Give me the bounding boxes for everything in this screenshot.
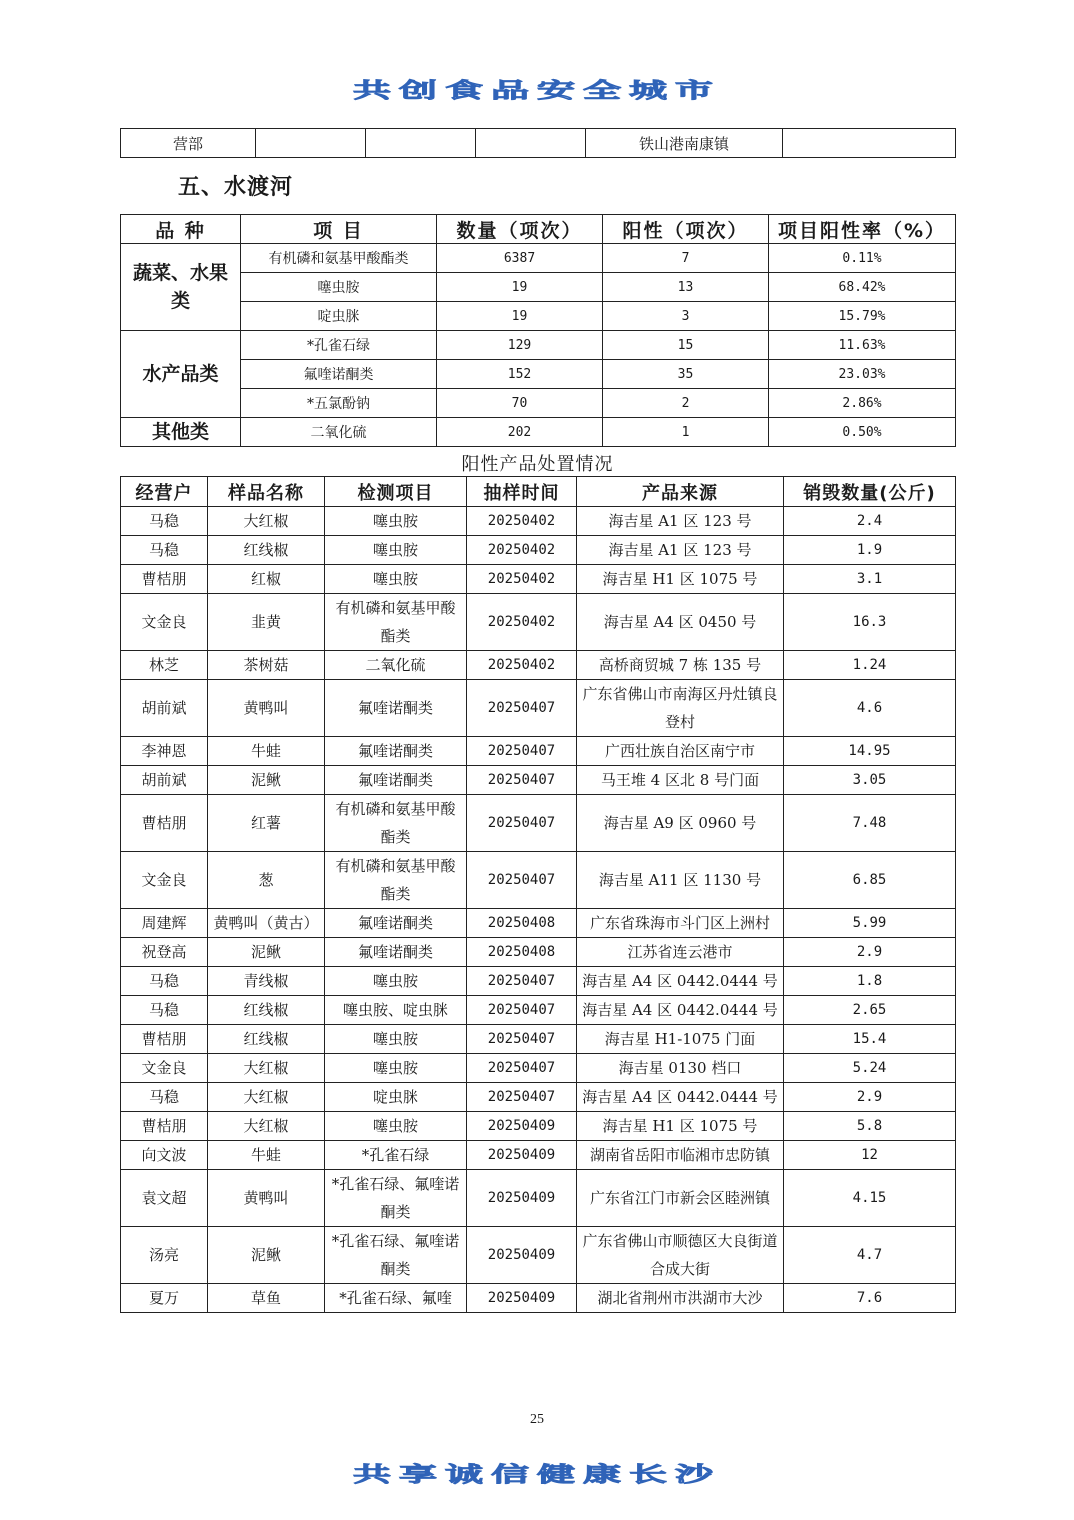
table-row bbox=[121, 360, 956, 389]
column-header: 品 种 bbox=[121, 215, 241, 244]
table-cell: 黄鸭叫 bbox=[208, 680, 325, 737]
table-cell: 曹桔朋 bbox=[121, 565, 208, 594]
table-cell: 红椒 bbox=[208, 565, 325, 594]
table-row bbox=[121, 536, 956, 565]
table-cell: 海吉星 A4 区 0442.0444 号 bbox=[577, 996, 784, 1025]
table-cell: 海吉星 A4 区 0450 号 bbox=[577, 594, 784, 651]
table-cell: 泥鳅 bbox=[208, 938, 325, 967]
table-cell: 汤亮 bbox=[121, 1227, 208, 1284]
table-cell-item: 氟喹诺酮类 bbox=[241, 360, 437, 389]
table-row bbox=[121, 565, 956, 594]
table-cell: 20250402 bbox=[467, 565, 577, 594]
column-header: 抽样时间 bbox=[467, 477, 577, 507]
table-cell: 铁山港南康镇 bbox=[586, 129, 783, 158]
table-cell: 营部 bbox=[121, 129, 256, 158]
column-header: 项目阳性率（%） bbox=[769, 215, 956, 244]
table-cell: 周建辉 bbox=[121, 909, 208, 938]
table-cell: 20250409 bbox=[467, 1170, 577, 1227]
table-cell: *孔雀石绿、氟喹诺酮类 bbox=[325, 1170, 467, 1227]
table-header-row bbox=[121, 215, 956, 244]
table-cell: *孔雀石绿、氟喹 bbox=[325, 1284, 467, 1313]
category-cell: 其他类 bbox=[121, 418, 241, 447]
table-row bbox=[121, 507, 956, 536]
table-cell-rate: 23.03% bbox=[769, 360, 956, 389]
table-row bbox=[121, 1083, 956, 1112]
header-banner: 共创食品安全城市 bbox=[352, 78, 721, 103]
continued-table bbox=[120, 128, 956, 158]
table-cell-positive: 13 bbox=[603, 273, 769, 302]
table-cell: 噻虫胺 bbox=[325, 507, 467, 536]
table-cell-count: 19 bbox=[437, 273, 603, 302]
table-cell: 马王堆 4 区北 8 号门面 bbox=[577, 766, 784, 795]
table-cell: 5.8 bbox=[784, 1112, 956, 1141]
table-cell: 20250407 bbox=[467, 996, 577, 1025]
table-cell: 氟喹诺酮类 bbox=[325, 938, 467, 967]
table-cell: 20250407 bbox=[467, 1054, 577, 1083]
table-row bbox=[121, 737, 956, 766]
table-cell: 高桥商贸城 7 栋 135 号 bbox=[577, 651, 784, 680]
table-row bbox=[121, 651, 956, 680]
table-cell: 牛蛙 bbox=[208, 1141, 325, 1170]
table-cell: 文金良 bbox=[121, 1054, 208, 1083]
table-cell: 韭黄 bbox=[208, 594, 325, 651]
table-row bbox=[121, 852, 956, 909]
table-row bbox=[121, 938, 956, 967]
table-header-row bbox=[121, 477, 956, 507]
table-cell: 曹桔朋 bbox=[121, 1025, 208, 1054]
table-cell: 曹桔朋 bbox=[121, 1112, 208, 1141]
table-cell: 5.24 bbox=[784, 1054, 956, 1083]
table-cell-positive: 2 bbox=[603, 389, 769, 418]
table-cell: 海吉星 H1-1075 门面 bbox=[577, 1025, 784, 1054]
table-cell: 海吉星 A1 区 123 号 bbox=[577, 536, 784, 565]
table-cell: 20250407 bbox=[467, 766, 577, 795]
table-cell-item: *孔雀石绿 bbox=[241, 331, 437, 360]
table-cell: 噻虫胺 bbox=[325, 967, 467, 996]
table-cell: 20250407 bbox=[467, 680, 577, 737]
table-cell: 胡前斌 bbox=[121, 766, 208, 795]
table-cell-positive: 7 bbox=[603, 244, 769, 273]
table-cell: 2.65 bbox=[784, 996, 956, 1025]
table-cell: 20250402 bbox=[467, 651, 577, 680]
column-header: 项 目 bbox=[241, 215, 437, 244]
table-cell: 氟喹诺酮类 bbox=[325, 680, 467, 737]
table-cell: 7.48 bbox=[784, 795, 956, 852]
disposal-table bbox=[120, 476, 956, 1313]
table-cell: 泥鳅 bbox=[208, 1227, 325, 1284]
column-header: 样品名称 bbox=[208, 477, 325, 507]
table-cell: 有机磷和氨基甲酸酯类 bbox=[325, 852, 467, 909]
table-cell: 文金良 bbox=[121, 852, 208, 909]
table-cell: 6.85 bbox=[784, 852, 956, 909]
table-cell: 4.15 bbox=[784, 1170, 956, 1227]
table-cell: 江苏省连云港市 bbox=[577, 938, 784, 967]
page-number: 25 bbox=[530, 1412, 544, 1427]
table-cell: 红线椒 bbox=[208, 996, 325, 1025]
table-cell-positive: 1 bbox=[603, 418, 769, 447]
table-cell: 林芝 bbox=[121, 651, 208, 680]
table-cell: 噻虫胺 bbox=[325, 1054, 467, 1083]
table-cell: 20250407 bbox=[467, 737, 577, 766]
table-row bbox=[121, 680, 956, 737]
table-cell: 李神恩 bbox=[121, 737, 208, 766]
table-cell: 16.3 bbox=[784, 594, 956, 651]
table-cell: 有机磷和氨基甲酸酯类 bbox=[325, 795, 467, 852]
table-caption: 阳性产品处置情况 bbox=[461, 454, 614, 475]
table-cell: 15.4 bbox=[784, 1025, 956, 1054]
table-cell: 噻虫胺 bbox=[325, 565, 467, 594]
footer-banner: 共享诚信健康长沙 bbox=[352, 1462, 721, 1487]
table-cell: 海吉星 A4 区 0442.0444 号 bbox=[577, 1083, 784, 1112]
table-cell: 黄鸭叫（黄古） bbox=[208, 909, 325, 938]
table-row bbox=[121, 1054, 956, 1083]
table-cell: 草鱼 bbox=[208, 1284, 325, 1313]
table-cell: *孔雀石绿、氟喹诺酮类 bbox=[325, 1227, 467, 1284]
table-cell: 20250407 bbox=[467, 1025, 577, 1054]
table-cell: 马稳 bbox=[121, 1083, 208, 1112]
table-cell: 5.99 bbox=[784, 909, 956, 938]
table-cell: 马稳 bbox=[121, 536, 208, 565]
table-cell: 袁文超 bbox=[121, 1170, 208, 1227]
table-cell: 12 bbox=[784, 1141, 956, 1170]
table-cell: 有机磷和氨基甲酸酯类 bbox=[325, 594, 467, 651]
table-cell: 噻虫胺 bbox=[325, 1112, 467, 1141]
table-cell: 20250409 bbox=[467, 1112, 577, 1141]
table-cell: 20250402 bbox=[467, 507, 577, 536]
table-cell-item: 有机磷和氨基甲酸酯类 bbox=[241, 244, 437, 273]
table-cell: 牛蛙 bbox=[208, 737, 325, 766]
table-cell: 海吉星 0130 档口 bbox=[577, 1054, 784, 1083]
section-title: 五、水渡河 bbox=[178, 175, 294, 200]
table-cell: 4.7 bbox=[784, 1227, 956, 1284]
table-cell bbox=[256, 129, 366, 158]
table-cell: 20250407 bbox=[467, 852, 577, 909]
table-cell: 20250407 bbox=[467, 795, 577, 852]
table-cell: 广西壮族自治区南宁市 bbox=[577, 737, 784, 766]
table-cell: 2.4 bbox=[784, 507, 956, 536]
table-row bbox=[121, 1170, 956, 1227]
table-row bbox=[121, 418, 956, 447]
table-cell: 红薯 bbox=[208, 795, 325, 852]
table-cell: 海吉星 H1 区 1075 号 bbox=[577, 1112, 784, 1141]
table-cell-rate: 0.50% bbox=[769, 418, 956, 447]
table-cell-positive: 35 bbox=[603, 360, 769, 389]
table-cell: 14.95 bbox=[784, 737, 956, 766]
table-cell: 广东省珠海市斗门区上洲村 bbox=[577, 909, 784, 938]
table-cell: 胡前斌 bbox=[121, 680, 208, 737]
table-cell bbox=[783, 129, 956, 158]
table-cell: 大红椒 bbox=[208, 1112, 325, 1141]
column-header: 阳性（项次） bbox=[603, 215, 769, 244]
table-row bbox=[121, 244, 956, 273]
table-cell: 夏万 bbox=[121, 1284, 208, 1313]
column-header: 产品来源 bbox=[577, 477, 784, 507]
table-cell: 曹桔朋 bbox=[121, 795, 208, 852]
table-cell: 2.9 bbox=[784, 1083, 956, 1112]
table-cell: 20250409 bbox=[467, 1284, 577, 1313]
table-row bbox=[121, 331, 956, 360]
table-cell: 茶树菇 bbox=[208, 651, 325, 680]
table-cell: 3.1 bbox=[784, 565, 956, 594]
table-row bbox=[121, 967, 956, 996]
table-cell: 20250408 bbox=[467, 938, 577, 967]
table-cell: 氟喹诺酮类 bbox=[325, 766, 467, 795]
table-cell: 湖南省岳阳市临湘市忠防镇 bbox=[577, 1141, 784, 1170]
table-row bbox=[121, 909, 956, 938]
table-cell: 二氧化硫 bbox=[325, 651, 467, 680]
table-cell bbox=[366, 129, 476, 158]
table-cell: 大红椒 bbox=[208, 1083, 325, 1112]
table-cell: 广东省佛山市顺德区大良街道合成大街 bbox=[577, 1227, 784, 1284]
table-cell-item: *五氯酚钠 bbox=[241, 389, 437, 418]
table-row bbox=[121, 1227, 956, 1284]
table-cell-item: 二氧化硫 bbox=[241, 418, 437, 447]
table-cell-item: 噻虫胺 bbox=[241, 273, 437, 302]
table-row bbox=[121, 1141, 956, 1170]
table-cell: 马稳 bbox=[121, 507, 208, 536]
table-cell: 噻虫胺 bbox=[325, 536, 467, 565]
table-cell: 啶虫脒 bbox=[325, 1083, 467, 1112]
table-cell: 文金良 bbox=[121, 594, 208, 651]
table-cell: 黄鸭叫 bbox=[208, 1170, 325, 1227]
table-cell: 2.9 bbox=[784, 938, 956, 967]
table-cell: 海吉星 A1 区 123 号 bbox=[577, 507, 784, 536]
table-row bbox=[121, 1284, 956, 1313]
table-row bbox=[121, 766, 956, 795]
table-row bbox=[121, 795, 956, 852]
category-cell: 蔬菜、水果类 bbox=[121, 244, 241, 331]
category-cell: 水产品类 bbox=[121, 331, 241, 418]
table-row bbox=[121, 996, 956, 1025]
table-cell-rate: 0.11% bbox=[769, 244, 956, 273]
table-cell: 20250402 bbox=[467, 536, 577, 565]
table-cell-count: 202 bbox=[437, 418, 603, 447]
table-cell: 海吉星 H1 区 1075 号 bbox=[577, 565, 784, 594]
column-header: 经营户 bbox=[121, 477, 208, 507]
table-cell: 20250409 bbox=[467, 1227, 577, 1284]
table-cell: 氟喹诺酮类 bbox=[325, 737, 467, 766]
table-row bbox=[121, 594, 956, 651]
table-row bbox=[121, 273, 956, 302]
table-row bbox=[121, 129, 956, 158]
table-cell-positive: 3 bbox=[603, 302, 769, 331]
table-cell: 20250408 bbox=[467, 909, 577, 938]
table-cell: 马稳 bbox=[121, 996, 208, 1025]
table-cell: 噻虫胺、啶虫脒 bbox=[325, 996, 467, 1025]
table-cell: 20250402 bbox=[467, 594, 577, 651]
table-cell: 3.05 bbox=[784, 766, 956, 795]
table-cell: 海吉星 A9 区 0960 号 bbox=[577, 795, 784, 852]
table-row bbox=[121, 302, 956, 331]
table-cell: 泥鳅 bbox=[208, 766, 325, 795]
table-cell: 祝登高 bbox=[121, 938, 208, 967]
table-cell-count: 6387 bbox=[437, 244, 603, 273]
table-cell: 1.24 bbox=[784, 651, 956, 680]
table-cell: 大红椒 bbox=[208, 1054, 325, 1083]
table-cell-positive: 15 bbox=[603, 331, 769, 360]
table-cell-count: 129 bbox=[437, 331, 603, 360]
table-cell: 广东省江门市新会区睦洲镇 bbox=[577, 1170, 784, 1227]
table-cell: 葱 bbox=[208, 852, 325, 909]
table-cell: 广东省佛山市南海区丹灶镇良登村 bbox=[577, 680, 784, 737]
table-cell-rate: 2.86% bbox=[769, 389, 956, 418]
table-cell: 1.9 bbox=[784, 536, 956, 565]
table-cell: 红线椒 bbox=[208, 536, 325, 565]
table-cell: 氟喹诺酮类 bbox=[325, 909, 467, 938]
table-cell: 4.6 bbox=[784, 680, 956, 737]
table-cell: 青线椒 bbox=[208, 967, 325, 996]
table-cell: 向文波 bbox=[121, 1141, 208, 1170]
table-cell: 20250407 bbox=[467, 967, 577, 996]
table-cell: 海吉星 A4 区 0442.0444 号 bbox=[577, 967, 784, 996]
table-cell-rate: 11.63% bbox=[769, 331, 956, 360]
summary-table bbox=[120, 214, 956, 447]
column-header: 检测项目 bbox=[325, 477, 467, 507]
table-cell: *孔雀石绿 bbox=[325, 1141, 467, 1170]
table-cell: 湖北省荆州市洪湖市大沙 bbox=[577, 1284, 784, 1313]
table-row bbox=[121, 1025, 956, 1054]
table-cell bbox=[476, 129, 586, 158]
table-row bbox=[121, 1112, 956, 1141]
table-cell: 红线椒 bbox=[208, 1025, 325, 1054]
table-cell: 7.6 bbox=[784, 1284, 956, 1313]
table-cell: 20250409 bbox=[467, 1141, 577, 1170]
table-cell: 20250407 bbox=[467, 1083, 577, 1112]
table-cell-rate: 15.79% bbox=[769, 302, 956, 331]
table-cell-count: 70 bbox=[437, 389, 603, 418]
table-cell: 马稳 bbox=[121, 967, 208, 996]
column-header: 数量（项次） bbox=[437, 215, 603, 244]
table-cell: 噻虫胺 bbox=[325, 1025, 467, 1054]
table-cell: 大红椒 bbox=[208, 507, 325, 536]
table-row bbox=[121, 389, 956, 418]
table-cell-count: 152 bbox=[437, 360, 603, 389]
table-cell-rate: 68.42% bbox=[769, 273, 956, 302]
table-cell: 海吉星 A11 区 1130 号 bbox=[577, 852, 784, 909]
table-cell-count: 19 bbox=[437, 302, 603, 331]
table-cell: 1.8 bbox=[784, 967, 956, 996]
table-cell-item: 啶虫脒 bbox=[241, 302, 437, 331]
column-header: 销毁数量(公斤) bbox=[784, 477, 956, 507]
